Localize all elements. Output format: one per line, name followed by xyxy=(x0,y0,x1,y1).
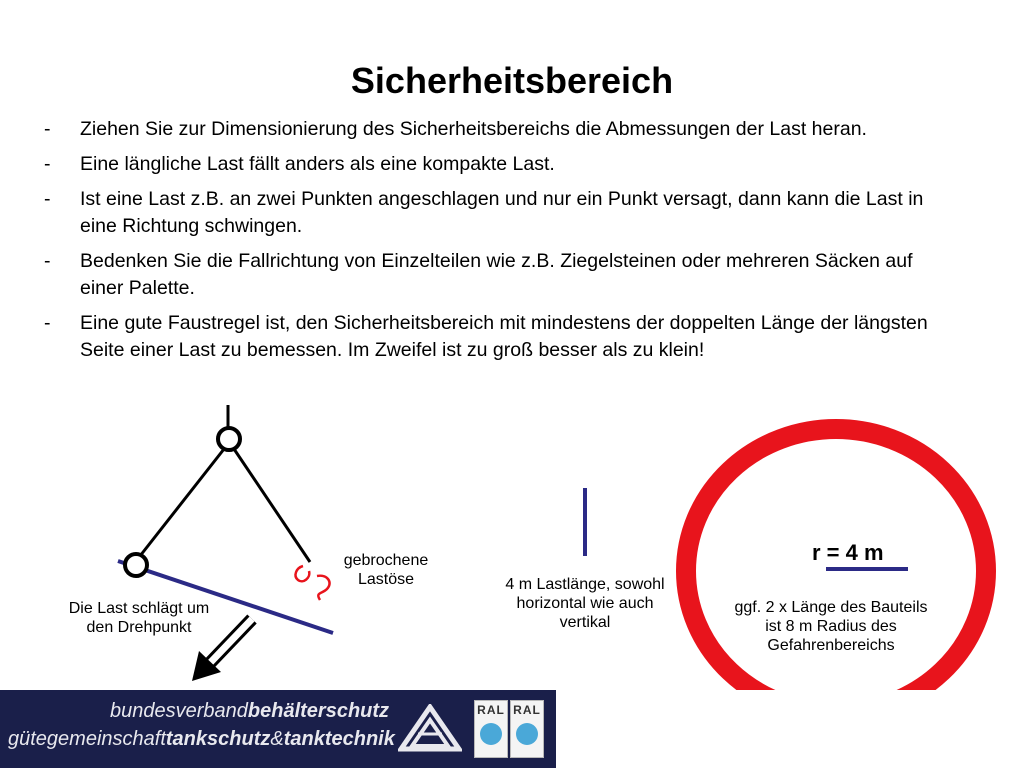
footer-text-bold: tanktechnik xyxy=(283,728,395,750)
ral-text: RAL xyxy=(513,703,541,717)
bullet-dash: - xyxy=(44,118,51,140)
association-logo-icon xyxy=(398,704,462,752)
bullet-dash: - xyxy=(44,250,51,272)
ral-text: RAL xyxy=(477,703,505,717)
bullet-text: Ziehen Sie zur Dimensionierung des Sicherheitsbereichs die Abmessungen der Last heran. xyxy=(80,118,867,140)
footer-text-bold: tankschutz xyxy=(165,728,271,750)
bullet-dash: - xyxy=(44,153,51,175)
bullet-text: Eine längliche Last fällt anders als eine kompakte Last. xyxy=(80,153,555,175)
footer-line-association xyxy=(110,700,389,723)
bullet-text: Eine gute Faustregel ist, den Sicherheitsbereich mit mindestens der doppelten Länge der längsten Seite einer Last zu bemessen. Im Zweifel ist zu groß besser als zu klein! xyxy=(80,312,928,361)
ral-seal-icon xyxy=(474,700,508,758)
ral-seal-icon xyxy=(510,700,544,758)
right-sling xyxy=(234,449,310,562)
footer-line-quality xyxy=(8,728,395,751)
footer-text-bold: behälterschutz xyxy=(247,700,390,722)
ral-seal-dot xyxy=(516,723,538,745)
footer-text-amp: & xyxy=(270,728,284,750)
bullet-text: Bedenken Sie die Fallrichtung von Einzelteilen wie z.B. Ziegelsteinen oder mehreren Säcken auf einer Palette. xyxy=(80,250,913,299)
ral-seal-dot xyxy=(480,723,502,745)
radius-label: r = 4 m xyxy=(812,540,884,565)
top-eye-icon xyxy=(218,428,240,450)
pivot-eye-icon xyxy=(125,554,147,576)
broken-eye-label: gebrochene Lastöse xyxy=(343,552,429,588)
swing-label: Die Last schlägt um den Drehpunkt xyxy=(68,600,210,636)
load-length-label: 4 m Lastlänge, sowohl horizontal wie auch vertikal xyxy=(505,576,665,631)
footer-text-light: bundesverband xyxy=(110,700,248,722)
danger-zone-label: ggf. 2 x Länge des Bauteils ist 8 m Radius des Gefahrenbereichs xyxy=(734,599,928,654)
bullet-dash: - xyxy=(44,312,51,334)
bullet-dash: - xyxy=(44,188,51,210)
bullet-text: Ist eine Last z.B. an zwei Punkten angeschlagen und nur ein Punkt versagt, dann kann die Last in eine Richtung schwingen. xyxy=(80,188,924,237)
left-sling xyxy=(140,449,224,556)
page-title: Sicherheitsbereich xyxy=(350,60,674,101)
footer-text-light: gütegemeinschaft xyxy=(8,728,166,750)
footer-banner xyxy=(0,690,556,768)
broken-eye-upper-icon xyxy=(296,566,310,581)
